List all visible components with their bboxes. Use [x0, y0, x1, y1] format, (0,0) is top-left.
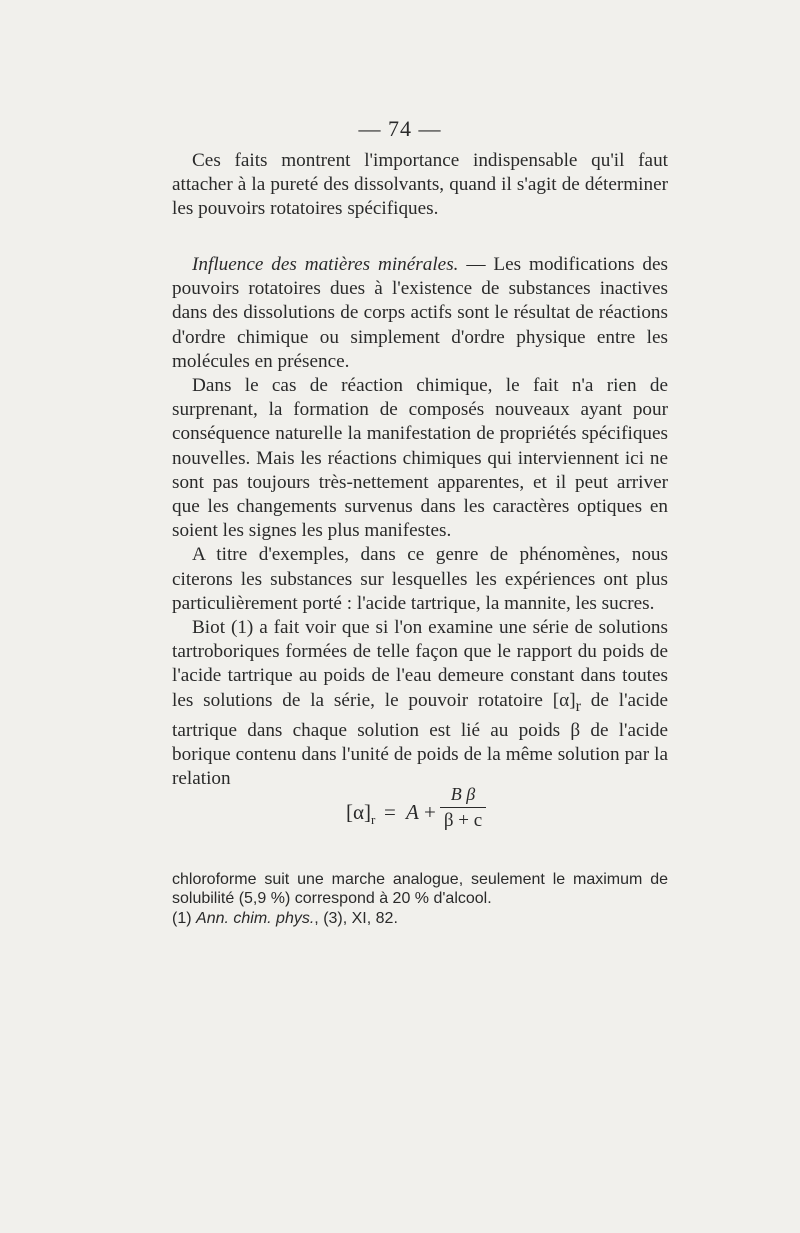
paragraph-5 — [172, 616, 668, 791]
footnote-title: Ann. chim. phys. — [196, 910, 315, 927]
footnote-mark: (1) — [172, 910, 192, 927]
formula-numerator: B β — [450, 784, 476, 804]
footnote-rest: , (3), XI, 82. — [314, 910, 398, 927]
formula-lhs: $[\alpha]_r$ — [346, 800, 376, 828]
inline-symbol: [α] — [552, 689, 576, 711]
formula — [300, 784, 600, 844]
fraction-bar — [440, 807, 486, 808]
footnote-continuation: chloroforme suit une marche analogue, seulement le maximum de solubilité (5,9 %) correspond à 20 % d'alcool. — [172, 871, 668, 907]
section-heading: Influence des matières minérales. — [192, 254, 459, 275]
paragraph-5-text-a: Biot (1) a fait voir que si l'on examine une série de solutions tartroboriques formées de telle façon que le rapport du poids de l'acide tartrique au poids de l'eau demeure constant dans toutes les solutions de la série, le pouvoir rotatoire — [172, 617, 668, 711]
inline-symbol-sub: r — [575, 697, 581, 715]
footnotes — [172, 870, 668, 928]
body-text-top — [172, 149, 668, 222]
footnote-1 — [172, 909, 668, 928]
formula-constant: A — [406, 800, 419, 824]
body-text-main — [172, 253, 668, 791]
formula-equals: = — [384, 800, 396, 824]
paragraph-2 — [172, 253, 668, 374]
paragraph-5-text-b: de l'acide tartrique dans chaque solution est lié au poids β de l'acide borique contenu dans l'unité de poids de la même solution par la relation — [172, 689, 669, 790]
formula-plus: + — [424, 800, 436, 824]
page-number: — 74 — — [358, 116, 442, 141]
paragraph-2-text: — Les modifications des pouvoirs rotatoires dues à l'existence de substances inactives dans des dissolutions de corps actifs sont le résultat de réactions d'ordre chimique ou simplement d'ordre physique entre les molécules en présence. — [172, 254, 669, 372]
paragraph-3: Dans le cas de réaction chimique, le fait n'a rien de surprenant, la formation de composés nouveaux ayant pour conséquence naturelle la manifestation de propriétés spécifiques nouvelles. Mais les réactions chimiques qui interviennent ici ne sont pas toujours très-nettement apparentes, et il peut arriver que les changements survenus dans les caractères optiques en soient les signes les plus manifestes. — [172, 375, 668, 542]
paragraph-4: A titre d'exemples, dans ce genre de phénomènes, nous citerons les substances sur lesquelles les expériences ont plus particulièrement porté : l'acide tartrique, la mannite, les sucres. — [172, 544, 668, 614]
paragraph-1: Ces faits montrent l'importance indispensable qu'il faut attacher à la pureté des dissolvants, quand il s'agit de déterminer les pouvoirs rotatoires spécifiques. — [172, 150, 668, 220]
formula-denominator: β + c — [443, 810, 483, 831]
formula-fraction — [440, 784, 486, 832]
